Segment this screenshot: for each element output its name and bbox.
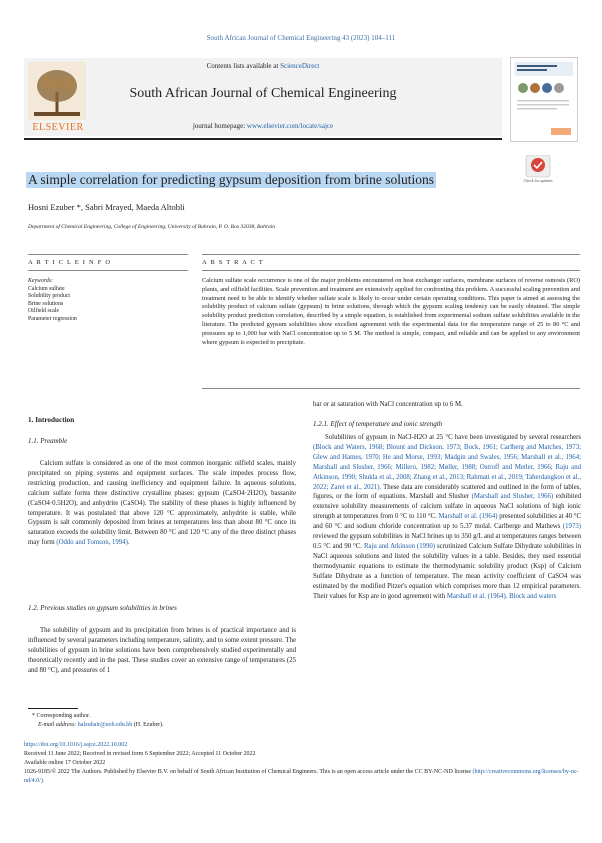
contents-prefix: Contents lists available at — [206, 62, 279, 70]
available-online-date: Available online 17 October 2022 — [24, 760, 106, 766]
paragraph-text: presented solubilities at 40 °C and 60 °C and sodium chloride concentration up to 5.37 molal. Carlberge and Mathews — [313, 513, 581, 531]
footnote-rule — [28, 708, 78, 709]
article-info-heading: A R T I C L E I N F O — [28, 259, 112, 266]
homepage-prefix: journal homepage: — [192, 122, 246, 130]
paragraph-text: exhibited extensive solubility measurements of calcium sulfate in aqueous NaCl solutions of high ionic strength at temperatures from 0 °C to 110 °C. — [313, 493, 582, 521]
paragraph-text: These data are considerably scattered and outlined in the form of tables, figures, or the form of equations. Marshall and Slusher — [313, 483, 581, 501]
abstract-text: Calcium sulfate scale occurrence is one of the major problems encountered on heat exchanger surfaces, membrane surfaces of reverse osmosis (RO) plants, and oilfield facilities. Scale prevention and treatment are extensively applied for confronting this problem. A successful scaling prevention and treatment need to be able to identify whether sulfate scale is likely to occur under certain operating conditions. This paper is aimed at assessing the solubility product of calcium sulfate (gypsum) in brine solutions, through which the gypsum scaling tendency can be easily obtained. The simple solubility product prediction correlation, described by a simple equation, is established from experimental sodium sulfate solubilities available in the literature. The predicted gypsum solubilities show excellent agreement with the experimental data for the temperature range of 25 to 80 °C and pressures up to 1,000 bar with NaCl concentration up to 5 M. The method is simple, compact, and reliable and can be applied to any environment where gypsum is expected to precipitate. — [202, 277, 580, 346]
article-info-rule — [28, 254, 188, 255]
abstract-rule — [202, 254, 580, 255]
article-info-rule-2 — [28, 270, 188, 271]
header-rule — [24, 138, 502, 140]
keywords-label: Keywords: — [28, 278, 53, 284]
subsection-heading-temperature: 1.2.1. Effect of temperature and ionic strength — [313, 420, 443, 428]
citation-link[interactable]: (Marshall and Slusher, 1966) — [471, 493, 554, 501]
journal-title: South African Journal of Chemical Engineering — [129, 86, 397, 101]
citation-link[interactable]: Marshall et al. (1964). Block and waters — [446, 592, 557, 600]
keyword-item: Calcium sulfate — [28, 285, 65, 292]
citation-link[interactable]: Marshall et al. (1964) — [438, 513, 498, 521]
author-affiliation: Department of Chemical Engineering, College of Engineering, University of Bahrain, P. O. Box 32038, Bahrain — [28, 224, 276, 230]
keyword-item: Solubility product — [28, 293, 71, 299]
email-link[interactable]: halzubair@uob.edu.bh — [77, 722, 133, 728]
homepage-link[interactable]: www.elsevier.com/locate/sajce — [246, 122, 334, 130]
subsection-heading-preamble: 1.1. Preamble — [28, 437, 68, 445]
journal-homepage-line — [24, 122, 502, 130]
paragraph-text: Calcium sulfate is considered as one of the most common inorganic oilfield scales, mainly precipitated on piping systems and equipment surfaces. The scale impedes process flow, restricting production, and causing inefficiency and equipment failure. In aqueous solutions, calcium sulfate forms three distinctive crystalline phases: gypsum (CaSO4·2H2O), bassanite (CaSO4·0.5H2O), and anhydrite (CaSO4). The stability of these phases is highly influenced by temperature. It was postulated that above 120 °C approximately, anhydrite is stable, while Gypsum is salt commonly deposited from brines at temperatures less than about 80 °C once its saturation exceeds the solubility limit. Between 80 °C and 120 °C any of the three distinct phases may form — [28, 460, 296, 547]
abstract-rule-2 — [202, 270, 580, 271]
doi-link[interactable]: https://doi.org/10.1016/j.sajce.2022.10.002 — [24, 742, 128, 748]
keyword-item: Brine solutions — [28, 300, 64, 307]
abstract-heading: A B S T R A C T — [202, 259, 264, 266]
copyright-notice — [24, 768, 584, 785]
paragraph-previous-studies: The solubility of gypsum and its precipitation from brines is of practical importance and is influenced by several parameters including temperature, salinity, and to some extent pressure. The solubilities of gypsum in brine solutions have been comprehensively studied experimentally and theoretically recently and in the past. These studies cover an extensive range of temperatures (25 and 80 °C), and pressures of 1 — [28, 627, 296, 674]
paragraph-preamble — [28, 459, 296, 548]
paragraph-continuation: bar or at saturation with NaCl concentration up to 6 M. — [313, 401, 463, 408]
citation-link[interactable]: Raju and Atkinson (1990) — [363, 542, 436, 550]
check-for-updates-label[interactable]: Check for updates — [523, 178, 553, 183]
email-name: (H. Ezuber). — [133, 722, 164, 728]
paragraph-text: Solubilities of gypsum in NaCl-H2O at 25 °C have been investigated by several researchers — [325, 434, 581, 441]
paragraph-text: reviewed the gypsum solubilities in NaCl brines up to 350 g/L and at temperatures ranges between 0.5 °C and 90 °C. — [313, 533, 581, 550]
keyword-item: Parameter regression — [28, 315, 77, 322]
journal-cover-image[interactable] — [510, 57, 578, 142]
received-dates: Received 11 June 2022; Received in revised form 6 September 2022; Accepted 11 October 2022 — [24, 751, 256, 757]
abstract-bottom-rule — [202, 388, 580, 389]
citation-link-group[interactable]: (Block and Waters, 1968; Blount and Dickson, 1973; Bock, 1961; Carlberg and Matches, 1973; Glew and Hames, 1970; He and Morse, 1993; Madgin and Swales, 1956; Marshall et al., 1964; Marshall and Slusher, 1966; Millero, 1982; Møller, 1988; Ostroff and Metler, 1966; Raju and Atkinson, 1990; Shukla et al., 2008; Zhang et al., 2013; Rahmati et al., 2019; Taherdangkoo et al., 2022; Zarei et al., 2021). — [313, 443, 581, 491]
citation-link[interactable]: (1973) — [562, 523, 582, 531]
sciencedirect-link[interactable]: ScienceDirect — [280, 62, 320, 70]
copyright-text: 1026-9185/© 2022 The Authors. Published by Elsevier B.V. on behalf of South African Institution of Chemical Engineers. This is an open access article under the CC BY-NC-ND license — [24, 769, 471, 775]
subsection-heading-previous-studies: 1.2. Previous studies on gypsum solubilities in brines — [28, 604, 177, 612]
keyword-item: Oilfield scale — [28, 308, 60, 314]
contents-line — [24, 62, 502, 70]
article-title: A simple correlation for predicting gypsum deposition from brine solutions — [28, 172, 435, 187]
citation-link[interactable]: (Oddo and Tomson, 1994). — [56, 539, 130, 547]
section-heading-introduction: 1. Introduction — [28, 416, 75, 424]
corresponding-author-note: * Corresponding author. — [32, 713, 91, 719]
keywords-block — [28, 278, 77, 323]
email-label: E-mail address: — [38, 722, 77, 728]
elsevier-wordmark: ELSEVIER — [32, 122, 84, 133]
email-line — [38, 721, 164, 730]
paragraph-temperature-effect — [313, 433, 581, 601]
license-link[interactable]: (http://creativecommons.org/licenses/by-nc-nd/4.0/). — [24, 769, 579, 784]
journal-citation-line[interactable]: South African Journal of Chemical Engineering 43 (2023) 104–111 — [206, 34, 396, 42]
paragraph-text: scrutinized Calcium Sulfate Dihydrate solubilities in NaCl aqueous solutions and listed the solubility values in a table. Besides, they used essential thermodynamic equations to estimate the thermodynamic solubility product (Ksp) of Calcium Sulfate Dihydrate as a function of temperature. The mean activity coefficient of CaSO4 was estimated by the modified Pitzer's equation which comprises more than 12 empirical parameters. Their values for Ksp are in good agreement with — [313, 542, 582, 600]
author-list[interactable]: Hosni Ezuber *, Sabri Mrayed, Maeda Altobli — [28, 202, 185, 212]
